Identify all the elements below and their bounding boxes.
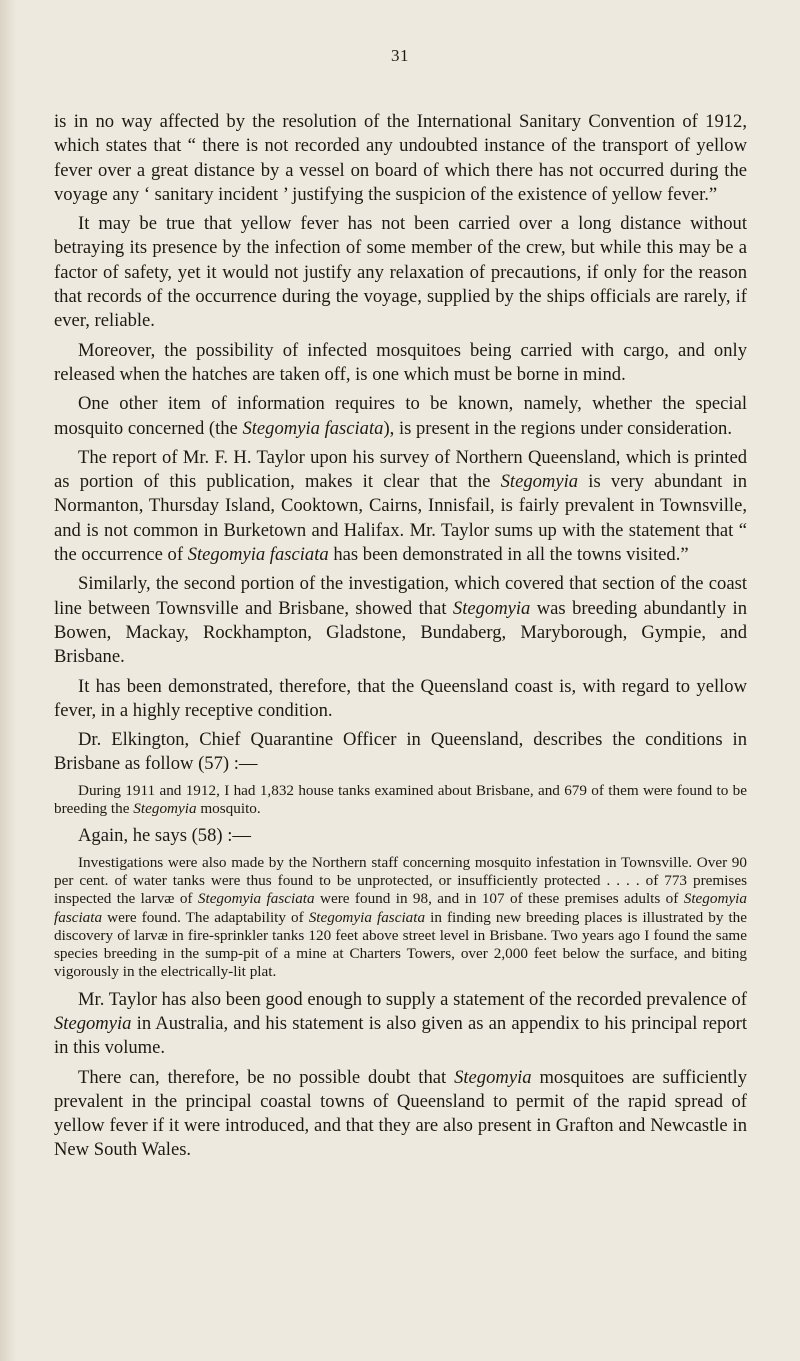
italic-text-segment: Stegomyia fasciata xyxy=(242,417,384,439)
text-segment: Moreover, the possibility of infected mosquitoes being carried with cargo, and only released when the hatches are taken off, is one which must be borne in mind. xyxy=(54,339,747,385)
italic-text-segment: Stegomyia xyxy=(452,597,531,619)
italic-text-segment: Stegomyia fasciata xyxy=(187,544,329,566)
text-segment: It has been demonstrated, therefore, that the Queensland coast is, with regard to yellow fever, in a highly receptive condition. xyxy=(54,675,747,721)
paragraph xyxy=(54,212,747,333)
paragraph xyxy=(54,988,747,1061)
text-segment: It may be true that yellow fever has not been carried over a long distance without betraying its presence by the infection of some member of the crew, but while this may be a factor of safety, yet it would not justify any relaxation of precautions, if only for the reason that records of the occurrence during the voyage, supplied by the ships officials are rarely, if ever, reliable. xyxy=(54,213,747,332)
text-segment: were found in 98, and in 107 of these premises adults of xyxy=(314,890,684,908)
paragraph xyxy=(54,572,747,669)
text-segment: has been demonstrated in all the towns visited.” xyxy=(328,544,689,566)
italic-text-segment: Stegomyia xyxy=(54,1012,132,1034)
text-segment: Similarly, the second portion of the investigation, which covered that section of the coast line between Townsville and Brisbane, showed that xyxy=(54,573,747,619)
paragraph xyxy=(54,339,747,388)
block-quote xyxy=(54,782,747,819)
text-segment: is in no way affected by the resolution of the International Sanitary Convention of 1912, which states that “ there is not recorded any undoubted instance of the transport of yellow fever over a great distance by a vessel on board of which there has not occurred during the voyage any ‘ sanitary incident ’ justifying the suspicion of the existence of yellow fever.” xyxy=(54,111,747,205)
italic-text-segment: Stegomyia fasciata xyxy=(197,890,315,908)
italic-text-segment: Stegomyia xyxy=(133,800,197,818)
text-segment: in finding new breeding places is illustrated by the discovery of larvæ in fire-sprinkler tanks 120 feet above street level in Brisbane. Two years ago I found the same species breeding in the sump-pit of a mine at Charters Towers, over 2,000 feet below the surface, and biting vigorously in the electrically-lit plat. xyxy=(54,908,747,981)
italic-text-segment: Stegomyia fasciata xyxy=(308,908,426,926)
text-segment: One other item of information requires to be known, namely, whether the special mosquito concerned (the xyxy=(54,393,747,439)
text-segment: were found. The adaptability of xyxy=(102,908,309,926)
text-segment: was breeding abundantly in Bowen, Mackay, Rockhampton, Gladstone, Bundaberg, Maryborough, Gympie, and Brisbane. xyxy=(54,597,747,668)
italic-text-segment: Stegomyia xyxy=(454,1066,532,1088)
page-body xyxy=(54,110,747,1168)
paragraph xyxy=(54,728,747,777)
paragraph xyxy=(54,1066,747,1163)
paragraph xyxy=(54,392,747,441)
paragraph xyxy=(54,675,747,724)
text-segment: in Australia, and his statement is also given as an appendix to his principal report in this volume. xyxy=(54,1012,747,1059)
text-segment: The report of Mr. F. H. Taylor upon his survey of Northern Queensland, which is printed as portion of this publication, makes it clear that the xyxy=(54,446,747,493)
paragraph xyxy=(54,110,747,207)
page-edge-shadow xyxy=(0,0,16,1361)
text-segment: During 1911 and 1912, I had 1,832 house tanks examined about Brisbane, and 679 of them were found to be breeding the xyxy=(54,781,747,818)
text-segment: is very abundant in Normanton, Thursday Island, Cooktown, Cairns, Innisfail, is fairly prevalent in Townsville, and is not common in Burketown and Halifax. Mr. Taylor sums up with the statement that “ the occurrence of xyxy=(54,471,748,566)
text-segment: Mr. Taylor has also been good enough to supply a statement of the recorded prevalence of xyxy=(78,988,747,1010)
italic-text-segment: Stegomyia xyxy=(500,471,579,493)
text-segment: mosquito. xyxy=(196,800,261,818)
block-quote xyxy=(54,854,747,982)
italic-text-segment: Stegomyia fasciata xyxy=(54,890,747,926)
text-segment: mosquitoes are sufficiently prevalent in the principal coastal towns of Queensland to permit of the rapid spread of yellow fever if it were introduced, and that they are also present in Grafton and Newcastle in New South Wales. xyxy=(54,1066,747,1161)
text-segment: ), is present in the regions under consideration. xyxy=(383,417,732,439)
text-segment: Investigations were also made by the Northern staff concerning mosquito infestation in Townsville. Over 90 per cent. of water tanks were thus found to be unprotected, or insufficiently protected . . . . of 773 premises inspected the larvæ of xyxy=(54,853,747,908)
paragraph xyxy=(54,446,747,567)
paragraph xyxy=(54,824,747,848)
text-segment: Dr. Elkington, Chief Quarantine Officer in Queensland, describes the conditions in Brisbane as follow (57) :— xyxy=(54,729,747,775)
page-number: 31 xyxy=(391,46,409,65)
text-segment: There can, therefore, be no possible doubt that xyxy=(78,1066,455,1088)
text-segment: Again, he says (58) :— xyxy=(78,825,251,847)
